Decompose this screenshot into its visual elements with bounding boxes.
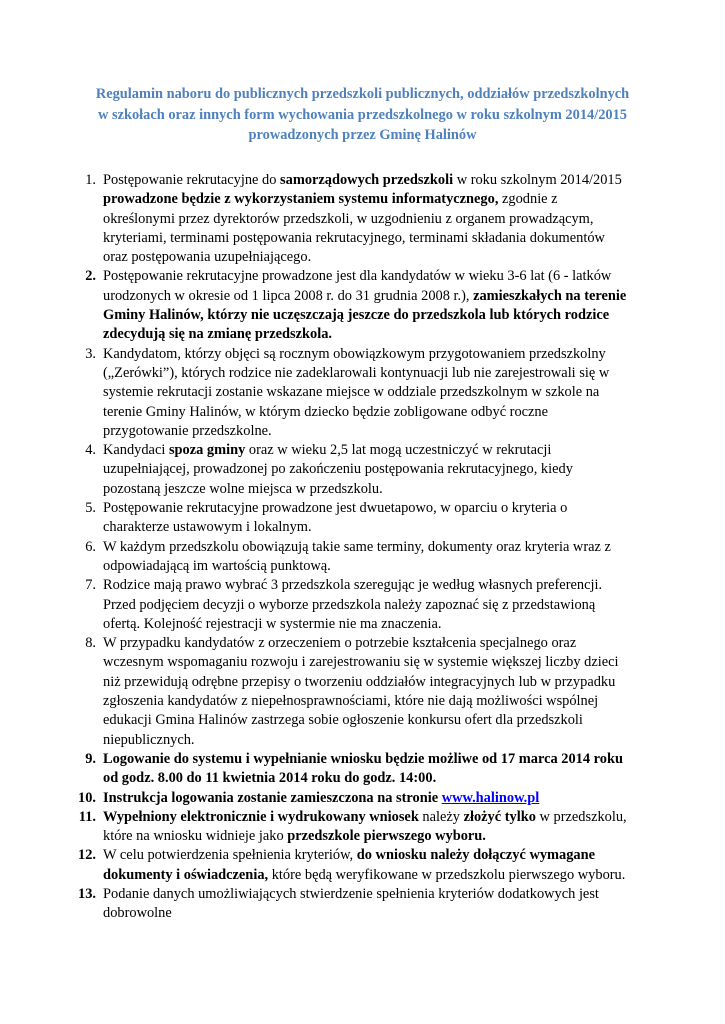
rule-line bbox=[103, 808, 643, 827]
document-title bbox=[60, 84, 665, 146]
rule-bold-text: Instrukcja logowania zostanie zamieszczona na stronie bbox=[103, 789, 442, 806]
rule-item bbox=[0, 538, 643, 577]
rule-text: W celu potwierdzenia spełnienia kryteriów, bbox=[103, 847, 357, 864]
rule-text: przygotowanie przedszkolne. bbox=[103, 422, 272, 439]
rule-item bbox=[0, 846, 643, 885]
rule-line bbox=[103, 190, 643, 209]
rule-text: („Zerówki”), których rodzice nie zadeklarowali kontynuacji lub nie zarejestrowali się w bbox=[103, 364, 610, 381]
rule-line bbox=[103, 518, 643, 537]
rule-text: kryteriami, terminami postępowania rekrutacyjnego, terminami składania dokumentów bbox=[103, 229, 605, 246]
rule-text: Kandydatom, którzy objęci są rocznym obowiązkowym przygotowaniem przedszkolny bbox=[103, 345, 606, 362]
rule-text: charakterze ustawowym i lokalnym. bbox=[103, 519, 312, 536]
rule-bold-text: prowadzone będzie z wykorzystaniem systemu informatycznego, bbox=[103, 191, 499, 208]
rule-line bbox=[103, 210, 643, 229]
title-line-3: prowadzonych przez Gminę Halinów bbox=[248, 127, 477, 143]
rule-number: 10. bbox=[78, 789, 96, 806]
rule-line bbox=[103, 287, 643, 306]
rule-bold-text: zdecydują się na zmianę przedszkola. bbox=[103, 326, 333, 343]
rule-line bbox=[103, 866, 643, 885]
rule-text: W każdym przedszkolu obowiązują takie same terminy, dokumenty oraz kryteria wraz z bbox=[103, 538, 611, 555]
rule-text: pozostaną jeszcze wolne miejsca w przedszkolu. bbox=[103, 480, 383, 497]
rule-line bbox=[103, 171, 643, 190]
rule-line bbox=[103, 789, 643, 808]
rule-line bbox=[103, 364, 643, 383]
rule-text: zgłoszenia kandydatów z niepełnosprawnościami, które nie dają możliwości wspólnej bbox=[103, 693, 599, 710]
rule-number: 2. bbox=[85, 268, 96, 285]
rule-line bbox=[103, 441, 643, 460]
rule-text: uzupełniającej, prowadzonej po zakończeniu postępowania rekrutacyjnego, kiedy bbox=[103, 461, 573, 478]
rule-line bbox=[103, 596, 643, 615]
rules-list bbox=[0, 171, 725, 924]
rule-bold-text: dokumenty i oświadczenia, bbox=[103, 866, 269, 883]
rule-text: systemie rekrutacji zostanie wskazane miejsce w oddziale przedszkolnym w szkole na bbox=[103, 384, 600, 401]
rule-number: 9. bbox=[85, 750, 96, 767]
rule-item bbox=[0, 267, 643, 344]
rule-bold-text: Logowanie do systemu i wypełnianie wniosku będzie możliwe od 17 marca 2014 roku bbox=[103, 750, 623, 767]
rule-text: W przypadku kandydatów z orzeczeniem o potrzebie kształcenia specjalnego oraz bbox=[103, 635, 577, 652]
rule-line bbox=[103, 325, 643, 344]
rule-bold-text: Wypełniony elektronicznie i wydrukowany wniosek bbox=[103, 808, 419, 825]
rule-number: 11. bbox=[78, 808, 96, 825]
rule-text: Postępowanie rekrutacyjne prowadzone jest dla kandydatów w wieku 3-6 lat (6 - latków bbox=[103, 268, 612, 285]
rule-number: 8. bbox=[85, 635, 96, 652]
rule-text: które będą weryfikowane w przedszkolu pierwszego wyboru. bbox=[268, 866, 626, 883]
rule-item bbox=[0, 576, 643, 634]
rule-bold-text: Gminy Halinów, którzy nie uczęszczają jeszcze do przedszkola lub których rodzice bbox=[103, 307, 610, 324]
title-line-1: Regulamin naboru do publicznych przedszkoli publicznych, oddziałów przedszkolnych bbox=[95, 86, 630, 102]
rule-text: ofertą. Kolejność rejestracji w systermie nie ma znaczenia. bbox=[103, 615, 442, 632]
rule-text: odpowiadającą im wartością punktową. bbox=[103, 557, 331, 574]
rule-line bbox=[103, 403, 643, 422]
rule-number: 4. bbox=[85, 442, 96, 459]
rule-number: 13. bbox=[78, 885, 96, 902]
rule-line bbox=[103, 885, 643, 904]
rule-text: oraz postępowania uzupełniającego. bbox=[103, 249, 312, 266]
rule-line bbox=[103, 653, 643, 672]
rule-text: dobrowolne bbox=[103, 905, 172, 922]
rule-text: urodzonych w okresie od 1 lipca 2008 r. do 31 grudnia 2008 r.), bbox=[103, 287, 474, 304]
rule-item bbox=[0, 885, 643, 924]
rule-item bbox=[0, 808, 643, 847]
rule-line bbox=[103, 422, 643, 441]
rule-number: 7. bbox=[85, 577, 96, 594]
rule-item bbox=[0, 634, 643, 750]
rule-line bbox=[103, 827, 643, 846]
rule-text: w przedszkolu, bbox=[535, 808, 627, 825]
rule-number: 12. bbox=[78, 847, 96, 864]
rule-line bbox=[103, 383, 643, 402]
rule-text: terenie Gminy Halinów, w którym dziecko będzie zobligowane odbyć roczne bbox=[103, 403, 549, 420]
rule-text: określonymi przez dyrektorów przedszkoli, w uzgodnieniu z organem prowadzącym, bbox=[103, 210, 594, 227]
rule-item bbox=[0, 499, 643, 538]
rule-line bbox=[103, 634, 643, 653]
rule-text: niepublicznych. bbox=[103, 731, 195, 748]
rule-bold-text: do wniosku należy dołączyć wymagane bbox=[356, 847, 596, 864]
rule-number: 1. bbox=[85, 172, 96, 188]
rule-line bbox=[103, 576, 643, 595]
rule-line bbox=[103, 306, 643, 325]
rule-item bbox=[0, 345, 643, 441]
rule-text: oraz w wieku 2,5 lat mogą uczestniczyć w rekrutacji bbox=[245, 442, 552, 459]
rule-text: należy bbox=[418, 808, 464, 825]
rule-line bbox=[103, 615, 643, 634]
rule-item bbox=[0, 171, 643, 267]
rule-text: Podanie danych umożliwiających stwierdzenie spełnienia kryteriów dodatkowych jest bbox=[103, 885, 599, 902]
rule-item bbox=[0, 441, 643, 499]
rule-line bbox=[103, 731, 643, 750]
rule-line bbox=[103, 557, 643, 576]
rule-text: zgodnie z bbox=[498, 191, 558, 208]
rule-line bbox=[103, 769, 643, 788]
rule-bold-text: złożyć tylko bbox=[463, 808, 536, 825]
rule-line bbox=[103, 480, 643, 499]
rule-line bbox=[103, 499, 643, 518]
rule-line bbox=[103, 229, 643, 248]
rule-number: 3. bbox=[85, 345, 96, 362]
rule-text: w roku szkolnym 2014/2015 bbox=[453, 172, 622, 188]
rule-text: Przed podjęciem decyzji o wyborze przedszkola należy zapoznać się z przedstawioną bbox=[103, 596, 596, 613]
rule-text: edukacji Gmina Halinów zastrzega sobie ogłoszenie konkursu ofert dla przedszkoli bbox=[103, 712, 583, 729]
rule-text: Postępowanie rekrutacyjne do bbox=[103, 172, 281, 188]
rule-item bbox=[0, 750, 643, 789]
rule-line bbox=[103, 673, 643, 692]
rule-line bbox=[103, 345, 643, 364]
rule-text: które na wniosku widnieje jako bbox=[103, 828, 288, 845]
rule-bold-text: samorządowych przedszkoli bbox=[280, 172, 454, 188]
rule-line bbox=[103, 904, 643, 923]
rule-bold-text: przedszkole pierwszego wyboru. bbox=[287, 828, 486, 845]
rule-line bbox=[103, 711, 643, 730]
rule-text: niż przewidują odrębne przepisy o tworzeniu oddziałów integracyjnych lub w przypadku bbox=[103, 673, 616, 690]
rule-line bbox=[103, 692, 643, 711]
website-link[interactable]: www.halinow.pl bbox=[441, 789, 540, 806]
rule-line bbox=[103, 750, 643, 769]
rule-line bbox=[103, 460, 643, 479]
rule-text: wczesnym wspomaganiu rozwoju i zarejestrowaniu się w systemie większej liczby dzieci bbox=[103, 654, 619, 671]
rule-bold-text: spoza gminy bbox=[168, 442, 246, 459]
rule-line bbox=[103, 846, 643, 865]
rule-line bbox=[103, 267, 643, 286]
rule-item bbox=[0, 789, 643, 808]
rule-text: Kandydaci bbox=[103, 442, 169, 459]
title-line-2: w szkołach oraz innych form wychowania przedszkolnego w roku szkolnym 2014/2015 bbox=[97, 106, 627, 123]
rule-bold-text: od godz. 8.00 do 11 kwietnia 2014 roku do godz. 14:00. bbox=[103, 770, 437, 787]
rule-number: 5. bbox=[85, 500, 96, 517]
rule-line bbox=[103, 248, 643, 267]
rule-line bbox=[103, 538, 643, 557]
rule-text: Rodzice mają prawo wybrać 3 przedszkola szeregując je według własnych preferencji. bbox=[103, 577, 603, 594]
rule-text: Postępowanie rekrutacyjne prowadzone jest dwuetapowo, w oparciu o kryteria o bbox=[103, 500, 568, 517]
rule-bold-text: zamieszkałych na terenie bbox=[473, 287, 627, 304]
rule-number: 6. bbox=[85, 538, 96, 555]
